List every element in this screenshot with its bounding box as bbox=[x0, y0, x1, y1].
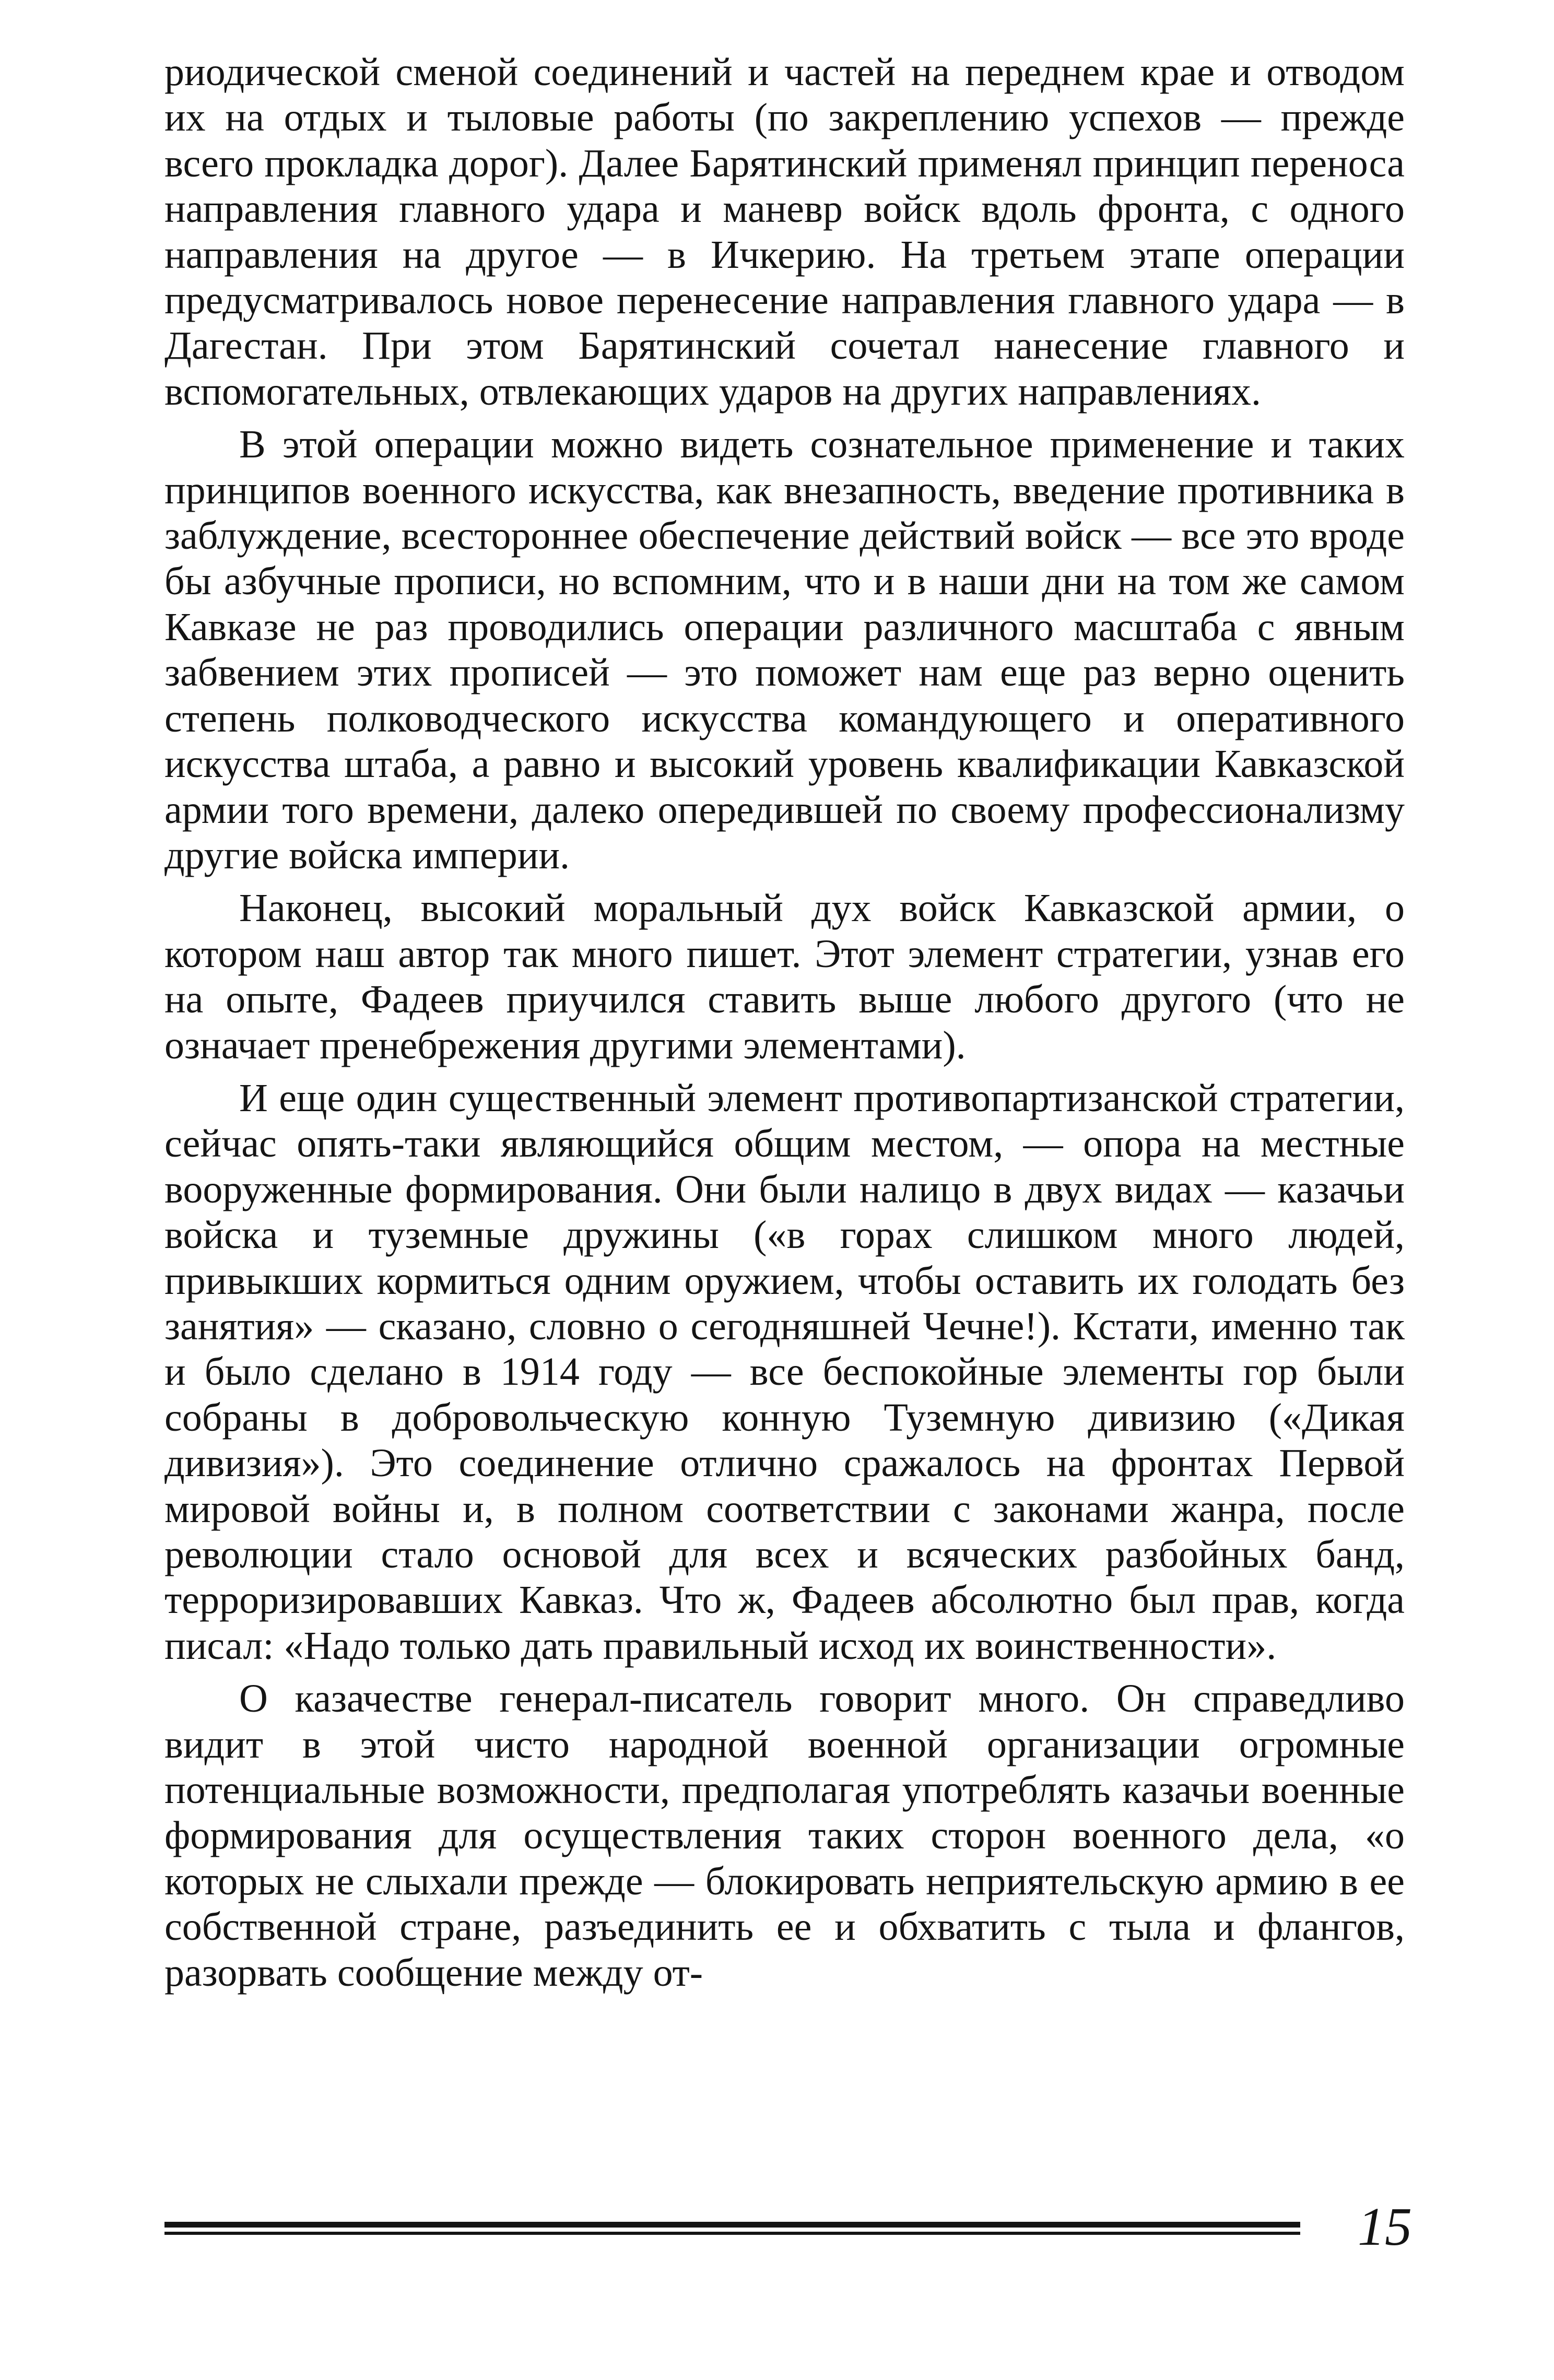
paragraph-5: О казачестве генерал-писатель говорит много. Он справедливо видит в этой чисто народной военной организации огромные потенциальные возможности, предполагая употреблять казачьи военные формирования для осуществления таких сторон военного дела, «о которых не слыхали прежде — блокировать неприятельскую армию в ее собственной стране, разъединить ее и обхватить с тыла и флангов, разорвать сообщение между от- bbox=[164, 1677, 1405, 1995]
paragraph-4: И еще один существенный элемент противопартизанской стратегии, сейчас опять-таки являющийся общим местом, — опора на местные вооруженные формирования. Они были налицо в двух видах — казачьи войска и туземные дружины («в горах слишком много людей, привыкших кормиться одним оружием, чтобы оставить их голодать без занятия» — сказано, словно о сегодняшней Чечне!). Кстати, именно так и было сделано в 1914 году — все беспокойные элементы гор были собраны в добровольческую конную Туземную дивизию («Дикая дивизия»). Это соединение отлично сражалось на фронтах Первой мировой войны и, в полном соответствии с законами жанра, после революции стало основой для всех и всяческих разбойных банд, терроризировавших Кавказ. Что ж, Фадеев абсолютно был прав, когда писал: «Надо только дать правильный исход их воинственности». bbox=[164, 1076, 1405, 1668]
footer-rules bbox=[164, 2222, 1300, 2235]
footer-rule-thick bbox=[164, 2222, 1300, 2228]
page-footer bbox=[0, 2196, 1554, 2269]
paragraph-1: риодической сменой соединений и частей на переднем крае и отводом их на отдых и тыловые работы (по закреплению успехов — прежде всего прокладка дорог). Далее Барятинский применял принцип переноса направления главного удара и маневр войск вдоль фронта, с одного направления на другое — в Ичкерию. На третьем этапе операции предусматривалось новое перенесение направления главного удара — в Дагестан. При этом Барятинский сочетал нанесение главного и вспомогательных, отвлекающих ударов на других направлениях. bbox=[164, 50, 1405, 414]
paragraph-3: Наконец, высокий моральный дух войск Кавказской армии, о котором наш автор так много пишет. Этот элемент стратегии, узнав его на опыте, Фадеев приучился ставить выше любого другого (что не означает пренебрежения другими элементами). bbox=[164, 886, 1405, 1067]
body-text bbox=[164, 50, 1405, 1996]
page-number: 15 bbox=[1358, 2197, 1412, 2257]
footer-rule-thin bbox=[164, 2232, 1300, 2235]
page-body bbox=[164, 50, 1405, 2164]
paragraph-2: В этой операции можно видеть сознательное применение и таких принципов военного искусства, как внезапность, введение противника в заблуждение, всестороннее обеспечение действий войск — все это вроде бы азбучные прописи, но вспомним, что и в наши дни на том же самом Кавказе не раз проводились операции различного масштаба с явным забвением этих прописей — это поможет нам еще раз верно оценить степень полководческого искусства командующего и оперативного искусства штаба, а равно и высокий уровень квалификации Кавказской армии того времени, далеко опередившей по своему профессионализму другие войска империи. bbox=[164, 422, 1405, 877]
